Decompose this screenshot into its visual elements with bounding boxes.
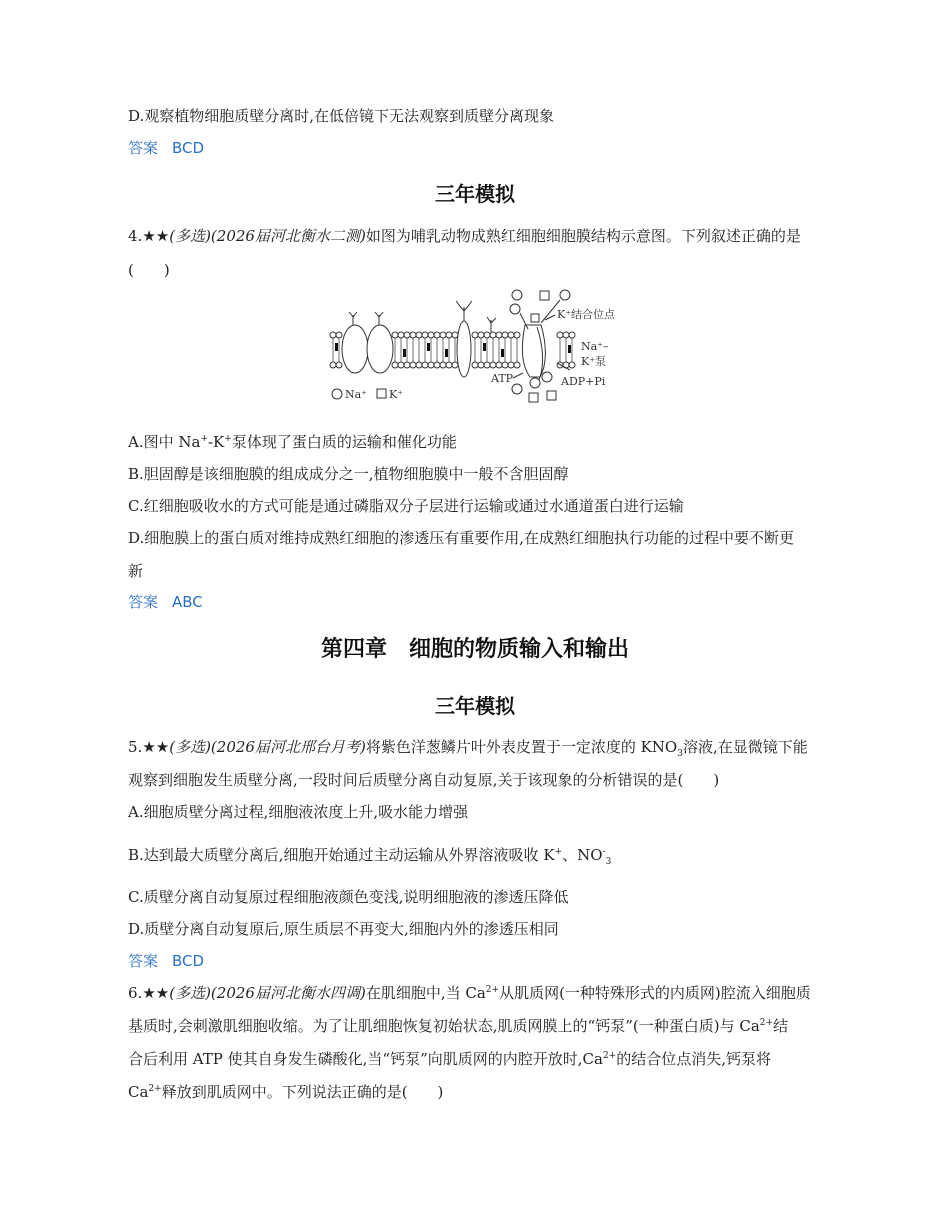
chapter-number: 第四章 xyxy=(320,637,387,662)
q3-answer xyxy=(128,138,204,158)
question-text: 溶液,在显微镜下能 xyxy=(682,738,808,756)
na-ion xyxy=(560,290,570,300)
q4-stem xyxy=(128,226,801,246)
superscript: 2+ xyxy=(485,985,500,995)
question-text: 如图为哺乳动物成熟红细胞细胞膜结构示意图。下列叙述正确的是 xyxy=(365,227,801,245)
question-text: 将紫色洋葱鳞片叶外表皮置于一定浓度的 KNO xyxy=(365,738,678,756)
question-text: 从肌质网(一种特殊形式的内质网)腔流入细胞质 xyxy=(499,984,811,1002)
question-text: 基质时,会刺激肌细胞收缩。为了让肌细胞恢复初始状态,肌质网膜上的“钙泵”(一种蛋白质)与 Ca xyxy=(128,1017,760,1035)
superscript: 2+ xyxy=(602,1051,617,1061)
superscript: + xyxy=(224,434,232,444)
q4-option-a xyxy=(128,432,457,452)
question-text: Ca xyxy=(128,1083,149,1101)
na-ion xyxy=(512,290,522,300)
label-atp: ATP xyxy=(491,372,514,385)
q5-option-a: A.细胞质壁分离过程,细胞液浓度上升,吸水能力增强 xyxy=(128,803,469,821)
na-ion xyxy=(512,384,522,394)
answer-value: ABC xyxy=(172,593,203,611)
question-number: 5. xyxy=(128,738,143,756)
q4-option-d-line1: D.细胞膜上的蛋白质对维持成熟红细胞的渗透压有重要作用,在成熟红细胞执行功能的过程中要不断更 xyxy=(128,529,795,547)
na-ion xyxy=(542,372,552,382)
section-title: 三年模拟 xyxy=(435,694,515,718)
label-pump: K⁺泵 xyxy=(581,355,607,368)
superscript: 2+ xyxy=(148,1084,162,1094)
protein-left xyxy=(342,325,368,373)
q6-stem-line3 xyxy=(128,1049,771,1069)
label-na: Na⁺– xyxy=(581,340,609,353)
k-ion xyxy=(547,391,556,400)
superscript: - xyxy=(602,847,606,857)
k-ion xyxy=(540,291,549,300)
protein-middle xyxy=(367,325,393,373)
question-text: 结 xyxy=(773,1017,789,1035)
subscript: 3 xyxy=(605,857,612,867)
answer-label: 答案 xyxy=(128,593,159,611)
q4-blank: ( ) xyxy=(128,261,170,279)
q4-option-b: B.胆固醇是该细胞膜的组成成分之一,植物细胞膜中一般不含胆固醇 xyxy=(128,465,569,483)
q5-option-b xyxy=(128,845,611,865)
q5-option-c: C.质壁分离自动复原过程细胞液颜色变浅,说明细胞液的渗透压降低 xyxy=(128,888,569,906)
q5-stem-line1 xyxy=(128,737,808,757)
question-number: 4. xyxy=(128,227,143,245)
question-tag: (多选)(2026届河北衡水二测) xyxy=(169,227,366,245)
na-ion xyxy=(530,378,540,388)
question-text: 释放到肌质网中。下列说法正确的是( ) xyxy=(161,1083,444,1101)
label-k-binding-site: K⁺结合位点 xyxy=(557,308,616,321)
q6-stem-line2 xyxy=(128,1016,788,1036)
q6-stem-line4 xyxy=(128,1082,443,1102)
option-text: 泵体现了蛋白质的运输和催化功能 xyxy=(231,433,457,451)
q5-option-d: D.质壁分离自动复原后,原生质层不再变大,细胞内外的渗透压相同 xyxy=(128,920,559,938)
option-text: B.达到最大质壁分离后,细胞开始通过主动运输从外界溶液吸收 K xyxy=(128,846,555,864)
q5-stem-line2: 观察到细胞发生质壁分离,一段时间后质壁分离自动复原,关于该现象的分析错误的是( ) xyxy=(128,771,720,789)
difficulty-stars: ★★ xyxy=(142,227,170,245)
q4-answer xyxy=(128,592,203,612)
option-text: -K xyxy=(207,433,225,451)
q5-answer xyxy=(128,951,204,971)
q3-option-d: D.观察植物细胞质壁分离时,在低倍镜下无法观察到质壁分离现象 xyxy=(128,107,555,125)
question-text: 在肌细胞中,当 Ca xyxy=(365,984,486,1002)
difficulty-stars: ★★ xyxy=(142,984,170,1002)
superscript: + xyxy=(200,434,208,444)
chapter-title xyxy=(0,632,950,663)
superscript: + xyxy=(554,847,563,857)
question-text: 的结合位点消失,钙泵将 xyxy=(616,1050,772,1068)
option-text: A.图中 Na xyxy=(128,433,201,451)
section-title: 三年模拟 xyxy=(435,182,515,206)
subscript: 3 xyxy=(677,749,683,759)
legend-na-label: Na⁺ xyxy=(345,388,367,401)
question-text: 合后利用 ATP 使其自身发生磷酸化,当“钙泵”向肌质网的内腔开放时,Ca xyxy=(128,1050,603,1068)
answer-value: BCD xyxy=(172,952,205,970)
legend-k-label: K⁺ xyxy=(389,388,404,401)
chapter-name: 细胞的物质输入和输出 xyxy=(409,637,630,662)
superscript: 2+ xyxy=(759,1018,774,1028)
na-ion xyxy=(510,304,520,314)
question-tag: (多选)(2026届河北衡水四调) xyxy=(169,984,366,1002)
q4-option-c: C.红细胞吸收水的方式可能是通过磷脂双分子层进行运输或通过水通道蛋白进行运输 xyxy=(128,497,684,515)
answer-label: 答案 xyxy=(128,952,159,970)
answer-label: 答案 xyxy=(128,139,159,157)
k-ion xyxy=(531,314,539,322)
cell-membrane-figure xyxy=(325,285,625,410)
question-tag: (多选)(2026届河北邢台月考) xyxy=(169,738,366,756)
legend-na-icon xyxy=(332,389,342,399)
q6-stem-line1 xyxy=(128,983,811,1003)
answer-value: BCD xyxy=(172,139,205,157)
legend-k-icon xyxy=(377,389,386,398)
difficulty-stars: ★★ xyxy=(142,738,170,756)
question-number: 6. xyxy=(128,984,143,1002)
q4-option-d-line2: 新 xyxy=(128,562,144,580)
option-text: 、NO xyxy=(562,846,603,864)
protein-channel xyxy=(457,321,471,377)
label-adp: ADP+Pi xyxy=(561,375,606,388)
k-ion xyxy=(529,393,538,402)
